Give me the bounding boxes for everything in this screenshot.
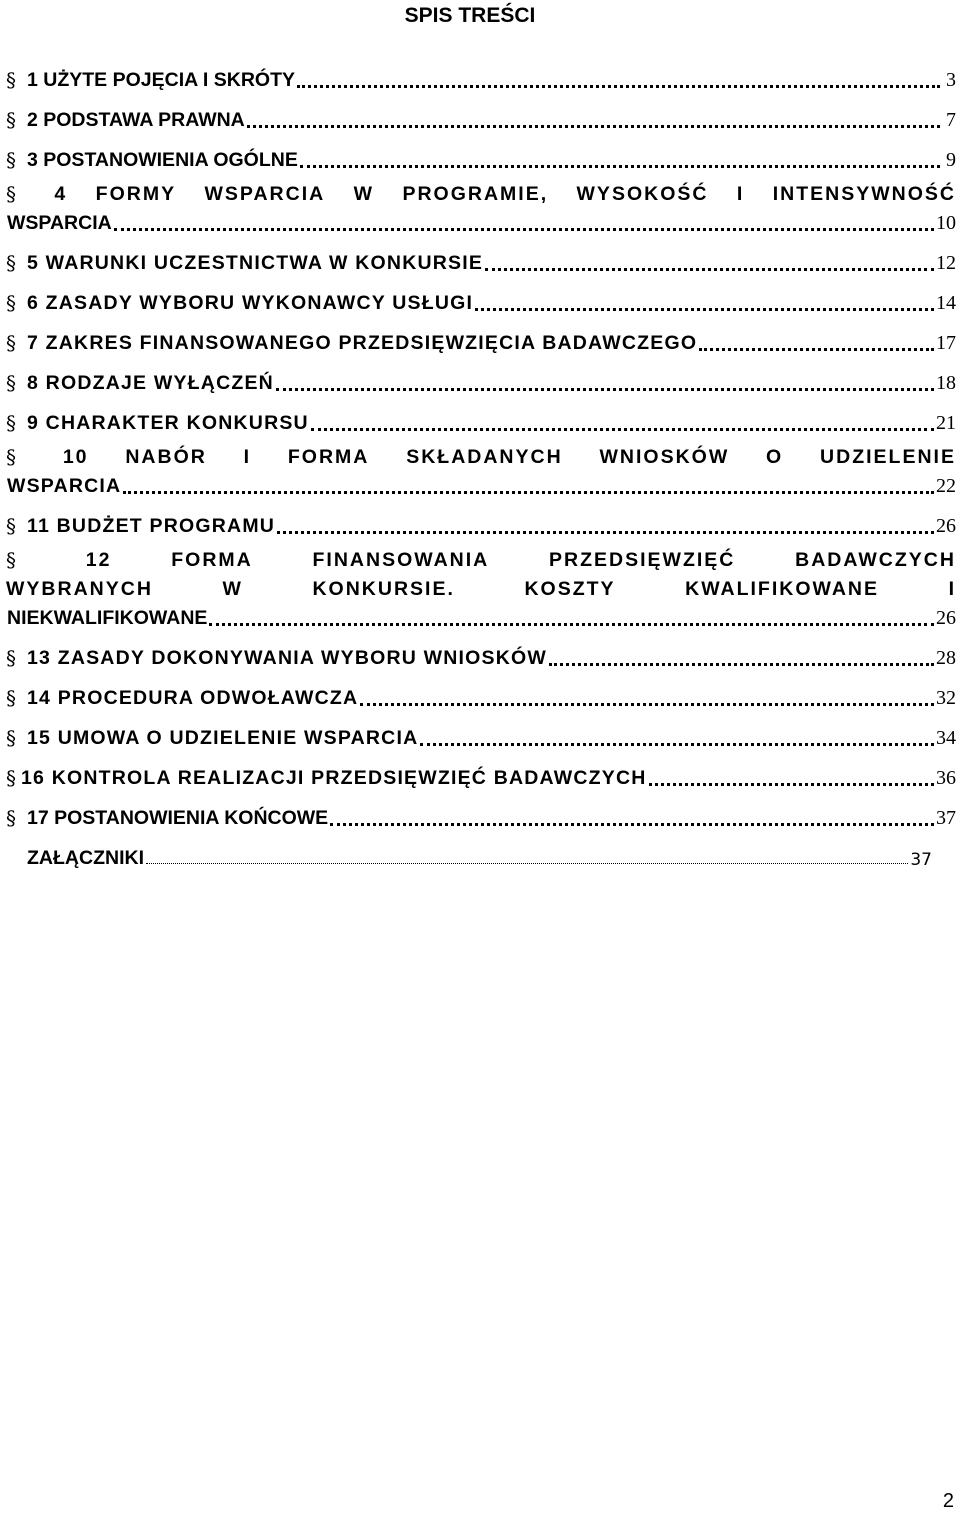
toc-entry-label: 16 KONTROLA REALIZACJI PRZEDSIĘWZIĘĆ BADAWCZYCH — [21, 767, 647, 789]
toc-entry-1[interactable] — [6, 52, 956, 92]
toc-entry-label: 7 ZAKRES FINANSOWANEGO PRZEDSIĘWZIĘCIA BADAWCZEGO — [27, 332, 698, 354]
toc-entry-page: 12 — [936, 252, 956, 274]
toc-entry-page: 37 — [910, 850, 932, 870]
toc-word: FORMY — [95, 183, 177, 205]
section-icon: § — [6, 182, 18, 206]
toc-entry-page: 18 — [936, 372, 956, 394]
toc-entry-page: 32 — [936, 687, 956, 709]
toc-word: I — [736, 183, 745, 205]
toc-entry-second-line — [6, 572, 956, 601]
toc-entry-14[interactable] — [6, 670, 956, 710]
toc-entry-label: 6 ZASADY WYBORU WYKONAWCY USŁUGI — [27, 292, 474, 314]
toc-word: WNIOSKÓW — [599, 446, 730, 468]
toc-entry-label: ZAŁĄCZNIKI — [27, 847, 144, 869]
toc-word: FORMA — [171, 549, 253, 571]
dot-leader — [330, 823, 934, 826]
toc-entry-5[interactable] — [6, 235, 956, 275]
toc-word: UDZIELENIE — [820, 446, 956, 468]
page-number: 2 — [942, 1490, 954, 1512]
toc-entry-2[interactable] — [6, 92, 956, 132]
dot-leader — [123, 491, 934, 494]
toc-entry-label: 1 UŻYTE POJĘCIA I SKRÓTY — [27, 69, 295, 91]
toc-entry-11[interactable] — [6, 498, 956, 538]
section-icon: § — [6, 68, 16, 92]
toc-entry-first-line — [6, 437, 956, 469]
toc-word: O — [766, 446, 784, 468]
toc-word: W — [222, 578, 243, 600]
toc-word: PRZEDSIĘWZIĘĆ — [549, 549, 736, 571]
toc-word: 10 — [62, 446, 89, 468]
toc-entry-4[interactable] — [6, 172, 956, 235]
toc-word: I — [948, 578, 956, 600]
toc-entry-page: 37 — [936, 807, 956, 829]
section-icon: § — [6, 646, 16, 670]
toc-word: WSPARCIA — [204, 183, 326, 205]
dot-leader — [649, 783, 934, 786]
dot-leader — [311, 428, 934, 431]
page-title: SPIS TREŚCI — [404, 4, 536, 27]
toc-entry-page: 36 — [936, 767, 956, 789]
toc-entry-page: 17 — [936, 332, 956, 354]
section-icon: § — [6, 806, 16, 830]
toc-word: I — [243, 446, 252, 468]
toc-entry-page: 3 — [946, 69, 956, 91]
toc-entry-8[interactable] — [6, 355, 956, 395]
toc-entry-7[interactable] — [6, 315, 956, 355]
section-icon: § — [6, 514, 16, 538]
toc-entry-label: 2 PODSTAWA PRAWNA — [27, 109, 245, 131]
toc-entry-appendix[interactable] — [6, 830, 956, 870]
section-icon: § — [6, 148, 16, 172]
toc-entry-label: 5 WARUNKI UCZESTNICTWA W KONKURSIE — [27, 252, 484, 274]
section-icon: § — [6, 108, 16, 132]
toc-entry-label: NIEKWALIFIKOWANE — [7, 607, 208, 629]
toc-entry-last-line — [6, 206, 956, 235]
toc-entry-16[interactable] — [6, 750, 956, 790]
table-of-contents — [6, 52, 956, 870]
section-icon: § — [6, 548, 18, 572]
toc-entry-label: 11 BUDŻET PROGRAMU — [27, 515, 276, 537]
dot-leader — [549, 663, 934, 666]
section-icon: § — [6, 726, 16, 750]
toc-entry-page: 34 — [936, 727, 956, 749]
toc-word: W — [353, 183, 375, 205]
dot-leader — [699, 348, 934, 351]
dot-leader — [277, 531, 934, 534]
dot-leader — [297, 85, 940, 88]
toc-word: NABÓR — [125, 446, 207, 468]
toc-entry-page: 10 — [936, 212, 956, 234]
toc-entry-label: 13 ZASADY DOKONYWANIA WYBORU WNIOSKÓW — [27, 647, 547, 669]
toc-entry-last-line — [6, 469, 956, 498]
toc-word: KOSZTY — [524, 578, 616, 600]
toc-entry-last-line — [6, 601, 956, 630]
dot-leader — [114, 228, 934, 231]
toc-entry-page: 7 — [946, 109, 956, 131]
toc-word: KWALIFIKOWANE — [685, 578, 880, 600]
dot-leader — [485, 268, 934, 271]
toc-word: FORMA — [287, 446, 370, 468]
toc-entry-15[interactable] — [6, 710, 956, 750]
toc-entry-label: 9 CHARAKTER KONKURSU — [27, 412, 309, 434]
toc-entry-first-line — [6, 540, 956, 572]
toc-entry-label: 3 POSTANOWIENIA OGÓLNE — [27, 149, 298, 171]
toc-word: WYBRANYCH — [6, 578, 153, 600]
toc-entry-9[interactable] — [6, 395, 956, 435]
dot-leader — [420, 743, 934, 746]
dot-leader — [276, 388, 934, 391]
toc-entry-12[interactable] — [6, 538, 956, 630]
dot-leader — [360, 703, 934, 706]
toc-entry-page: 14 — [936, 292, 956, 314]
toc-entry-3[interactable] — [6, 132, 956, 172]
toc-entry-page: 26 — [936, 607, 956, 629]
toc-entry-label: WSPARCIA — [7, 212, 112, 234]
toc-entry-label: 15 UMOWA O UDZIELENIE WSPARCIA — [27, 727, 419, 749]
section-icon: § — [6, 445, 18, 469]
toc-word: PROGRAMIE, — [402, 183, 549, 205]
toc-word: 4 — [54, 183, 68, 205]
section-icon: § — [6, 331, 16, 355]
section-icon: § — [6, 686, 16, 710]
toc-word: FINANSOWANIA — [312, 549, 490, 571]
toc-word: KONKURSIE. — [312, 578, 455, 600]
toc-entry-label: 17 POSTANOWIENIA KOŃCOWE — [27, 807, 329, 829]
toc-word: SKŁADANYCH — [406, 446, 563, 468]
dot-leader — [247, 125, 940, 128]
toc-entry-label: 14 PROCEDURA ODWOŁAWCZA — [27, 687, 359, 709]
section-icon: § — [6, 371, 16, 395]
toc-word: BADAWCZYCH — [795, 549, 956, 571]
toc-entry-page: 21 — [936, 412, 956, 434]
toc-word: WYSOKOŚĆ — [576, 183, 709, 205]
toc-word: 12 — [85, 549, 112, 571]
toc-word: INTENSYWNOŚĆ — [772, 183, 956, 205]
toc-entry-6[interactable] — [6, 275, 956, 315]
section-icon: § — [6, 411, 16, 435]
section-icon: § — [6, 291, 16, 315]
section-icon: § — [6, 766, 16, 790]
section-icon: § — [6, 251, 16, 275]
dot-leader — [146, 863, 908, 864]
dot-leader — [209, 623, 934, 626]
toc-entry-page: 9 — [946, 149, 956, 171]
toc-entry-page: 26 — [936, 515, 956, 537]
toc-entry-label: 8 RODZAJE WYŁĄCZEŃ — [27, 372, 274, 394]
toc-entry-page: 22 — [936, 475, 956, 497]
dot-leader — [475, 308, 934, 311]
dot-leader — [300, 165, 940, 168]
toc-entry-first-line — [6, 174, 956, 206]
toc-entry-17[interactable] — [6, 790, 956, 830]
toc-entry-page: 28 — [936, 647, 956, 669]
toc-entry-label: WSPARCIA — [7, 475, 122, 497]
toc-entry-10[interactable] — [6, 435, 956, 498]
toc-entry-13[interactable] — [6, 630, 956, 670]
